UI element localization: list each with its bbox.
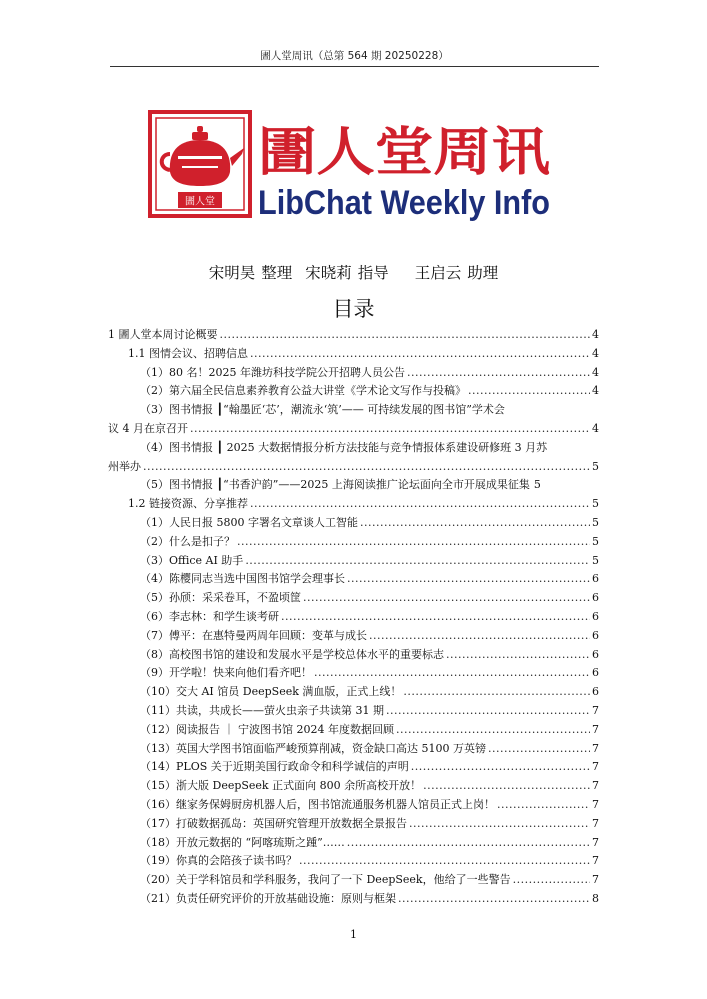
toc-entry[interactable]: （20）关于学科馆员和学科服务，我问了一下 DeepSeek，他给了一些警告 ..... 7 bbox=[108, 871, 599, 890]
toc-entry[interactable]: 州举办 ..... 5 bbox=[108, 458, 599, 477]
advisor-role: 指导 bbox=[357, 264, 389, 282]
toc-entry[interactable]: （18）开放元数据的 “阿喀琉斯之踵”…… ..... 7 bbox=[108, 834, 599, 853]
toc-entry-line1[interactable]: （3）图书情报 ┃“翰墨匠‘芯’，潮流永‘筑’—— 可持续发展的图书馆”学术会 bbox=[140, 403, 505, 417]
toc-entry[interactable]: （7）傅平：在惠特曼两周年回顾：变革与成长 ..... 6 bbox=[108, 627, 599, 646]
toc-entry[interactable]: （21）负责任研究评价的开放基础设施：原则与框架 ..... 8 bbox=[108, 890, 599, 909]
advisor-name: 宋晓莉 bbox=[305, 264, 352, 282]
table-of-contents bbox=[108, 326, 599, 909]
toc-title: 目录 bbox=[332, 297, 375, 321]
toc-entry[interactable]: （5）孙颀：采采卷耳，不盈顷筐 ..... 6 bbox=[108, 589, 599, 608]
toc-entry[interactable]: （15）浙大版 DeepSeek 正式面向 800 余所高校开放！ ..... 7 bbox=[108, 777, 599, 796]
editor-role: 整理 bbox=[261, 264, 293, 282]
assistant-role: 助理 bbox=[467, 264, 499, 282]
assistant-name: 王启云 bbox=[414, 264, 462, 282]
toc-entry[interactable]: （16）继家务保姆厨房机器人后，图书馆流通服务机器人馆员正式上岗！ ..... 7 bbox=[108, 796, 599, 815]
libchat-logo bbox=[148, 110, 558, 222]
toc-entry[interactable]: （1）人民日报 5800 字署名文章谈人工智能 ..... 5 bbox=[108, 514, 599, 533]
toc-entry[interactable]: （12）阅读报告 ｜ 宁波图书馆 2024 年度数据回顾 ..... 7 bbox=[108, 721, 599, 740]
header-divider bbox=[110, 66, 599, 67]
toc-entry[interactable]: 1 圕人堂本周讨论概要 ..... 4 bbox=[108, 326, 599, 345]
toc-entry[interactable]: （14）PLOS 关于近期美国行政命令和科学诚信的声明 ..... 7 bbox=[108, 758, 599, 777]
editor-name: 宋明昊 bbox=[208, 264, 256, 282]
toc-entry[interactable]: （1）80 名！2025 年潍坊科技学院公开招聘人员公告 ..... 4 bbox=[108, 364, 599, 383]
toc-entry[interactable]: 1.1 图情会议、招聘信息 ..... 4 bbox=[108, 345, 599, 364]
toc-entry[interactable]: （3）Office AI 助手 ..... 5 bbox=[108, 552, 599, 571]
toc-entry[interactable]: （13）英国大学图书馆面临严峻预算削减，资金缺口高达 5100 万英镑 ..... 7 bbox=[108, 740, 599, 759]
running-header: 圕人堂周讯（总第 564 期 20250228） bbox=[260, 50, 449, 62]
toc-entry[interactable]: （9）开学啦！快来向他们看齐吧！ ..... 6 bbox=[108, 664, 599, 683]
teapot-seal-icon bbox=[150, 112, 250, 216]
toc-entry-line1[interactable]: （4）图书情报 ┃ 2025 大数据情报分析方法技能与竞争情报体系建设研修班 3 月苏 bbox=[140, 440, 548, 454]
seal-text: 圕人堂 bbox=[185, 196, 215, 208]
toc-entry[interactable]: （5）图书情报 ┃“书香沪韵”——2025 上海阅读推广论坛面向全市开展成果征集 5 bbox=[140, 478, 541, 492]
logo-en-title: LibChat Weekly Info bbox=[258, 184, 550, 222]
toc-entry[interactable]: （8）高校图书馆的建设和发展水平是学校总体水平的重要标志 ..... 6 bbox=[108, 646, 599, 665]
toc-entry[interactable]: （2）什么是扣子？ ..... 5 bbox=[108, 533, 599, 552]
toc-entry[interactable]: （17）打破数据孤岛：英国研究管理开放数据全景报告 ..... 7 bbox=[108, 815, 599, 834]
page-number: 1 bbox=[350, 928, 357, 941]
toc-entry[interactable]: （10）交大 AI 馆员 DeepSeek 满血版，正式上线！ ..... 6 bbox=[108, 683, 599, 702]
toc-entry[interactable]: 1.2 链接资源、分享推荐 ..... 5 bbox=[108, 495, 599, 514]
toc-entry[interactable]: （19）你真的会陪孩子读书吗？ ..... 7 bbox=[108, 852, 599, 871]
toc-entry[interactable]: （2）第六届全民信息素养教育公益大讲堂《学术论文写作与投稿》 ..... 4 bbox=[108, 382, 599, 401]
logo-cn-title: 圕人堂周讯 bbox=[258, 123, 550, 183]
staff-line bbox=[0, 261, 707, 283]
toc-entry[interactable]: （11）共读，共成长——萤火虫亲子共读第 31 期 ..... 7 bbox=[108, 702, 599, 721]
toc-entry[interactable]: （6）李志林：和学生谈考研 ..... 6 bbox=[108, 608, 599, 627]
toc-entry[interactable]: （4）陈樱同志当选中国图书馆学会理事长 ..... 6 bbox=[108, 570, 599, 589]
toc-entry[interactable]: 议 4 月在京召开 ..... 4 bbox=[108, 420, 599, 439]
